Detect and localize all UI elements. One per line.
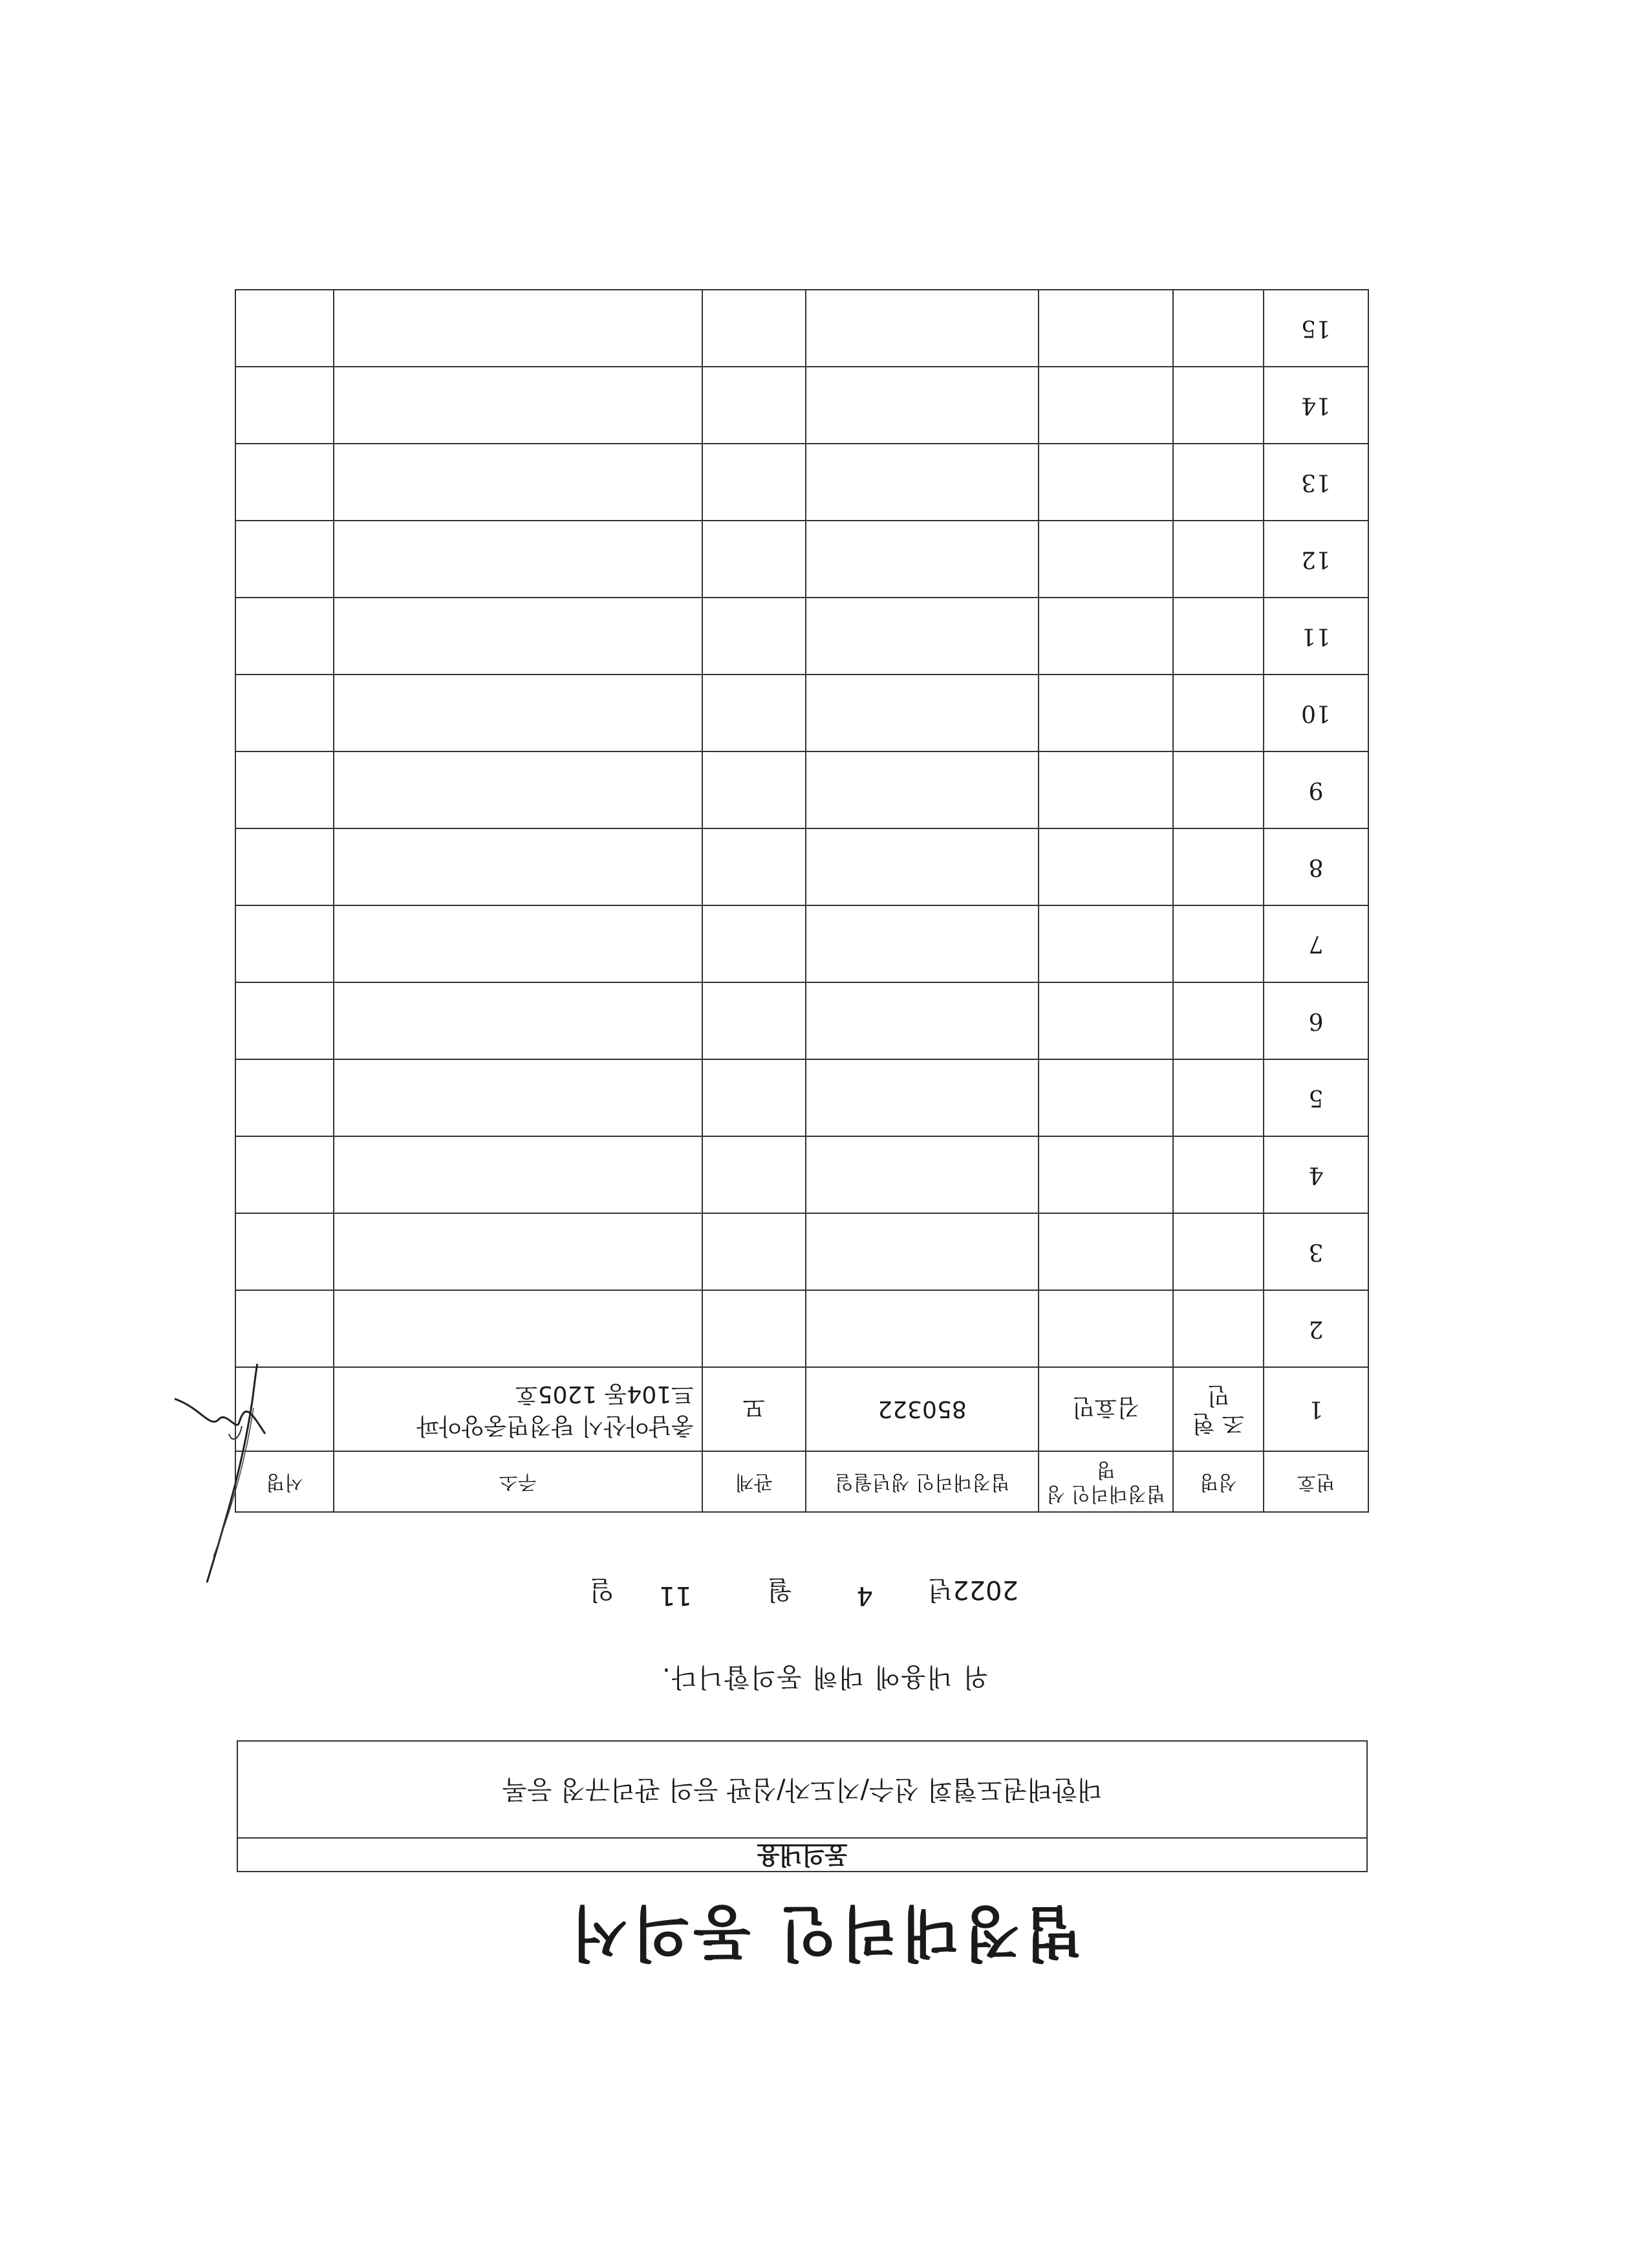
consent-text: 대한태권도협회 선수/지도자/심판 등의 관리규정 등록 xyxy=(502,1775,1103,1804)
row-relation xyxy=(702,675,806,751)
row-guardian-name xyxy=(1039,1213,1173,1290)
row-guardian-name xyxy=(1039,521,1173,598)
row-address xyxy=(334,1367,702,1451)
row-address xyxy=(334,905,702,982)
row-signature xyxy=(235,598,334,675)
row-guardian-name xyxy=(1039,675,1173,751)
handwritten-signature xyxy=(175,1363,304,1595)
row-guardian-name xyxy=(1039,1136,1173,1213)
row-address xyxy=(334,444,702,521)
row-guardian-birth xyxy=(806,828,1039,905)
row-address xyxy=(334,751,702,828)
row-signature xyxy=(235,367,334,444)
row-address xyxy=(334,598,702,675)
row-guardian-name xyxy=(1039,290,1173,367)
table-row xyxy=(235,982,1368,1059)
row-relation xyxy=(702,982,806,1059)
row-name xyxy=(1173,598,1264,675)
consent-header-label: 동의내용 xyxy=(757,1842,848,1868)
row-address xyxy=(334,521,702,598)
row-number: 4 xyxy=(1264,1136,1368,1213)
row-number: 8 xyxy=(1264,828,1368,905)
date-day: 11 xyxy=(659,1581,692,1610)
row-name xyxy=(1173,521,1264,598)
row-name xyxy=(1173,905,1264,982)
row-signature xyxy=(235,1059,334,1136)
row-name xyxy=(1173,828,1264,905)
row-guardian-birth xyxy=(806,905,1039,982)
row-address xyxy=(334,1290,702,1367)
table-row xyxy=(235,367,1368,444)
row-guardian-name xyxy=(1039,982,1173,1059)
row-address xyxy=(334,982,702,1059)
row-address xyxy=(334,828,702,905)
header-address: 주소 xyxy=(334,1451,702,1512)
row-signature xyxy=(235,1136,334,1213)
table-row xyxy=(235,598,1368,675)
row-guardian-birth xyxy=(806,675,1039,751)
row-name xyxy=(1173,1136,1264,1213)
row-number: 3 xyxy=(1264,1213,1368,1290)
row-name xyxy=(1173,675,1264,751)
table-row xyxy=(235,521,1368,598)
row-signature xyxy=(235,828,334,905)
row-signature xyxy=(235,905,334,982)
row-guardian-birth xyxy=(806,290,1039,367)
header-relation: 관계 xyxy=(702,1451,806,1512)
row-guardian-birth xyxy=(806,1213,1039,1290)
row-address-line1: 충남아산시 탕정면중앙아파 xyxy=(416,1412,694,1439)
row-address xyxy=(334,1059,702,1136)
row-guardian-name xyxy=(1039,598,1173,675)
row-number: 9 xyxy=(1264,751,1368,828)
table-row xyxy=(235,828,1368,905)
row-guardian-name: 김효민 xyxy=(1039,1367,1173,1451)
row-relation: 모 xyxy=(702,1367,806,1451)
row-guardian-name xyxy=(1039,1059,1173,1136)
row-signature xyxy=(235,982,334,1059)
row-signature xyxy=(235,290,334,367)
header-guardian-name: 법정대리인 성명 xyxy=(1039,1451,1173,1512)
row-number: 11 xyxy=(1264,598,1368,675)
header-signature: 서명 xyxy=(235,1451,334,1512)
consent-header xyxy=(238,1837,1366,1871)
row-number: 2 xyxy=(1264,1290,1368,1367)
date-month-unit: 월 xyxy=(767,1575,792,1604)
row-guardian-birth xyxy=(806,1059,1039,1136)
row-address xyxy=(334,1213,702,1290)
row-guardian-birth xyxy=(806,1136,1039,1213)
header-no: 번호 xyxy=(1264,1451,1368,1512)
row-relation xyxy=(702,751,806,828)
row-relation xyxy=(702,444,806,521)
table-row xyxy=(235,290,1368,367)
table-row xyxy=(235,444,1368,521)
table-row xyxy=(235,751,1368,828)
row-relation xyxy=(702,828,806,905)
row-guardian-name xyxy=(1039,828,1173,905)
row-number: 1 xyxy=(1264,1367,1368,1451)
row-relation xyxy=(702,367,806,444)
row-relation xyxy=(702,598,806,675)
date-year: 2022년 xyxy=(927,1575,1018,1604)
row-relation xyxy=(702,1290,806,1367)
table-row xyxy=(235,675,1368,751)
row-number: 7 xyxy=(1264,905,1368,982)
row-signature xyxy=(235,1213,334,1290)
row-signature xyxy=(235,521,334,598)
row-name xyxy=(1173,1290,1264,1367)
table-row xyxy=(235,1213,1368,1290)
row-address xyxy=(334,1136,702,1213)
row-number: 14 xyxy=(1264,367,1368,444)
consent-box xyxy=(237,1740,1368,1872)
table-row xyxy=(235,1290,1368,1367)
row-name xyxy=(1173,1059,1264,1136)
document-title: 법정대리인 동의서 xyxy=(566,1898,1083,1967)
row-number: 6 xyxy=(1264,982,1368,1059)
row-number: 5 xyxy=(1264,1059,1368,1136)
header-name: 성명 xyxy=(1173,1451,1264,1512)
row-guardian-name xyxy=(1039,444,1173,521)
table-row xyxy=(235,1059,1368,1136)
row-guardian-name xyxy=(1039,751,1173,828)
row-guardian-birth xyxy=(806,367,1039,444)
row-name xyxy=(1173,444,1264,521)
table-row xyxy=(235,1367,1368,1451)
row-relation xyxy=(702,290,806,367)
row-guardian-name xyxy=(1039,367,1173,444)
row-guardian-birth xyxy=(806,1290,1039,1367)
row-signature xyxy=(235,1290,334,1367)
row-signature xyxy=(235,444,334,521)
row-relation xyxy=(702,1059,806,1136)
row-number: 13 xyxy=(1264,444,1368,521)
row-number: 10 xyxy=(1264,675,1368,751)
row-name: 조 현 민 xyxy=(1173,1367,1264,1451)
agreement-statement: 위 내용에 대해 동의합니다. xyxy=(661,1662,988,1692)
date-day-unit: 일 xyxy=(589,1575,614,1604)
row-number: 15 xyxy=(1264,290,1368,367)
row-relation xyxy=(702,521,806,598)
row-name xyxy=(1173,1213,1264,1290)
row-name xyxy=(1173,751,1264,828)
row-address xyxy=(334,290,702,367)
row-guardian-name xyxy=(1039,1290,1173,1367)
row-guardian-birth xyxy=(806,751,1039,828)
row-address xyxy=(334,675,702,751)
header-guardian-birth: 법정대리인 생년월일 xyxy=(806,1451,1039,1512)
table-row xyxy=(235,1136,1368,1213)
row-guardian-birth xyxy=(806,444,1039,521)
row-guardian-birth xyxy=(806,598,1039,675)
table-row xyxy=(235,905,1368,982)
row-address-line2: 트104동 1205호 xyxy=(515,1381,694,1407)
row-guardian-birth xyxy=(806,982,1039,1059)
row-relation xyxy=(702,905,806,982)
row-relation xyxy=(702,1213,806,1290)
row-name xyxy=(1173,982,1264,1059)
row-guardian-name xyxy=(1039,905,1173,982)
row-guardian-birth xyxy=(806,521,1039,598)
row-guardian-birth: 850322 xyxy=(806,1367,1039,1451)
row-relation xyxy=(702,1136,806,1213)
row-signature xyxy=(235,675,334,751)
date-month: 4 xyxy=(856,1581,873,1610)
guardian-table xyxy=(235,289,1369,1513)
row-number: 12 xyxy=(1264,521,1368,598)
row-name xyxy=(1173,367,1264,444)
row-signature xyxy=(235,751,334,828)
row-name xyxy=(1173,290,1264,367)
row-address xyxy=(334,367,702,444)
table-header-row xyxy=(235,1451,1368,1512)
